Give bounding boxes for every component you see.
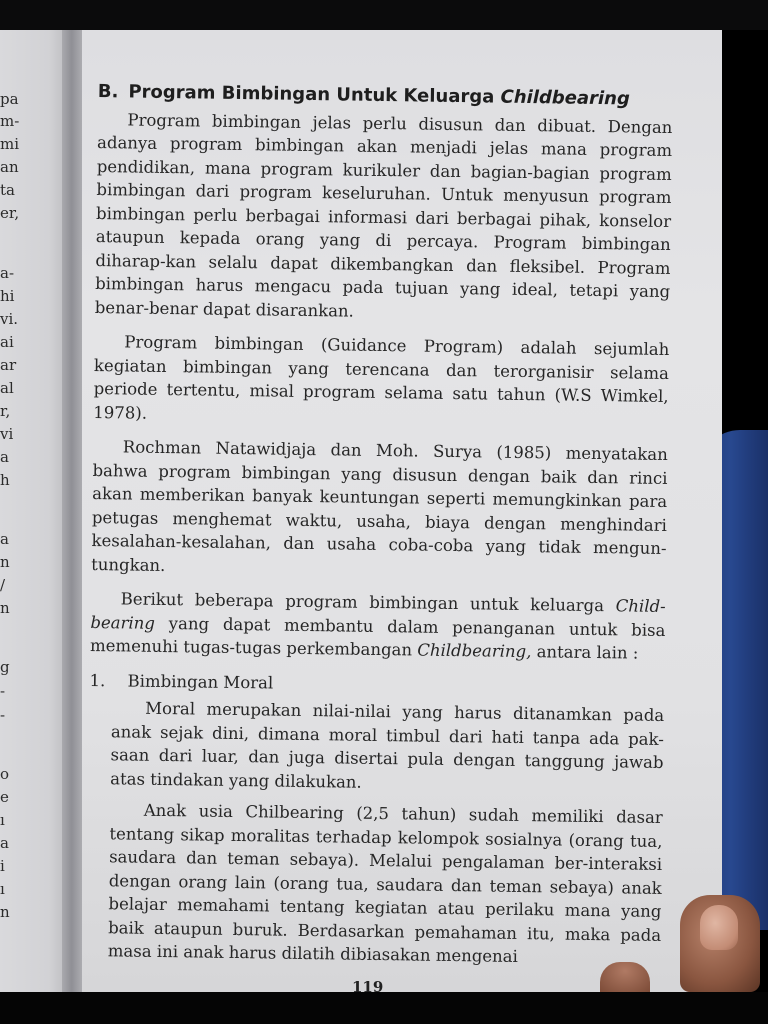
desk-background-top	[0, 0, 768, 30]
left-page-fragment: n	[0, 903, 10, 921]
thumb-nail	[700, 905, 738, 950]
page-content	[86, 80, 673, 978]
left-page-fragment: mi	[0, 135, 20, 153]
left-page-fragment: ta	[0, 181, 15, 199]
left-page-fragment: r,	[0, 402, 11, 420]
left-page-fragment: /	[0, 576, 6, 594]
list-item-heading	[89, 668, 664, 700]
intro-italic: Child-bearing	[90, 596, 666, 633]
left-page-fragment: hi	[0, 287, 15, 305]
left-page-fragment: a	[0, 834, 9, 852]
left-page-fragment: er,	[0, 204, 20, 222]
left-page-fragment: -	[0, 682, 6, 700]
intro-paragraph	[90, 587, 666, 666]
section-heading	[98, 80, 673, 112]
left-page-fragment: a	[0, 530, 9, 548]
section-letter: B.	[97, 80, 119, 103]
list-item-title: Bimbingan Moral	[127, 670, 274, 693]
left-page-fragment: an	[0, 158, 19, 176]
intro-italic: Childbearing,	[417, 640, 532, 662]
intro-text: yang dapat membantu dalam penanganan untuk bisa memenuhi tugas-tugas perkembangan	[89, 613, 666, 660]
list-item-paragraph: Moral merupakan nilai-nilai yang harus ditanamkan pada anak sejak dini, dimana moral timbul dari hati tanpa ada pak-saan dari luar, dan juga disertai pula dengan tanggung jawab atas tindakan yang dilakukan.	[110, 698, 665, 792]
list-item-number: 1.	[89, 670, 106, 690]
section-title: Program Bimbingan Untuk Keluarga	[128, 81, 495, 108]
book-page	[82, 30, 722, 996]
left-page-fragment: ar	[0, 356, 17, 374]
left-page-fragment: m-	[0, 112, 20, 130]
left-page-fragment: n	[0, 553, 10, 571]
left-page-fragment: o	[0, 765, 10, 783]
left-page-fragment: vi	[0, 425, 14, 443]
left-page-fragment: ı	[0, 811, 5, 829]
left-page-fragment: a-	[0, 264, 15, 282]
left-page-fragment: e	[0, 788, 9, 806]
paragraph: Program bimbingan (Guidance Program) adalah sejumlah kegiatan bimbingan yang terencana dan terorganisir selama periode tertentu, misal program selama satu tahun (W.S Wimkel, 1978).	[93, 332, 670, 423]
left-page-fragment: n	[0, 599, 10, 617]
left-page-fragment: a	[0, 448, 9, 466]
left-page-fragment: ai	[0, 333, 14, 351]
left-page-fragment: ı	[0, 880, 5, 898]
left-page-fragment: -	[0, 706, 6, 724]
left-page-fragment: g	[0, 658, 10, 676]
desk-background-bottom	[0, 992, 768, 1024]
left-page-fragment: pa	[0, 90, 19, 108]
left-page-edge	[0, 30, 70, 992]
intro-text: Berikut beberapa program bimbingan untuk keluarga	[120, 589, 616, 616]
left-page-fragment: h	[0, 471, 10, 489]
intro-text: antara lain :	[531, 642, 639, 663]
section-title-italic: Childbearing	[500, 86, 630, 110]
left-page-fragment: vi.	[0, 310, 19, 328]
left-page-fragment: al	[0, 379, 14, 397]
paragraph: Rochman Natawidjaja dan Moh. Surya (1985) menyatakan bahwa program bimbingan yang disusun dengan baik dan rinci akan memberikan banyak keuntungan seperti memungkinkan para petugas menghemat waktu, usaha, biaya dengan menghindari kesalahan-kesalahan, dan usaha coba-coba yang tidak mengun-tungkan.	[91, 437, 668, 575]
paragraph: Program bimbingan jelas perlu disusun dan dibuat. Dengan adanya program bimbingan akan menjadi jelas mana program pendidikan, mana program kurikuler dan bagian-bagian program bimbingan dari program keseluruhan. Untuk menyusun program bimbingan perlu berbagai informasi dari berbagai pihak, konselor ataupun kepada orang yang di percaya. Program bimbingan diharap-kan selalu dapat dikembangkan dan fleksibel. Program bimbingan harus mengacu pada tujuan yang ideal, tetapi yang benar-benar dapat disarankan.	[94, 109, 673, 321]
list-item-paragraph: Anak usia Chilbearing (2,5 tahun) sudah memiliki dasar tentang sikap moralitas terhadap kelompok sosialnya (orang tua, saudara dan teman sebaya). Melalui pengalaman ber-interaksi dengan orang lain (orang tua, saudara dan teman sebaya) anak belajar memahami tentang kegiatan atau perilaku mana yang baik ataupun buruk. Berdasarkan pemahaman itu, maka pada masa ini anak harus dilatih dibiasakan mengenai	[107, 800, 663, 966]
page-number: 119	[352, 978, 384, 996]
left-page-fragment: i	[0, 857, 5, 875]
finger	[600, 962, 650, 992]
